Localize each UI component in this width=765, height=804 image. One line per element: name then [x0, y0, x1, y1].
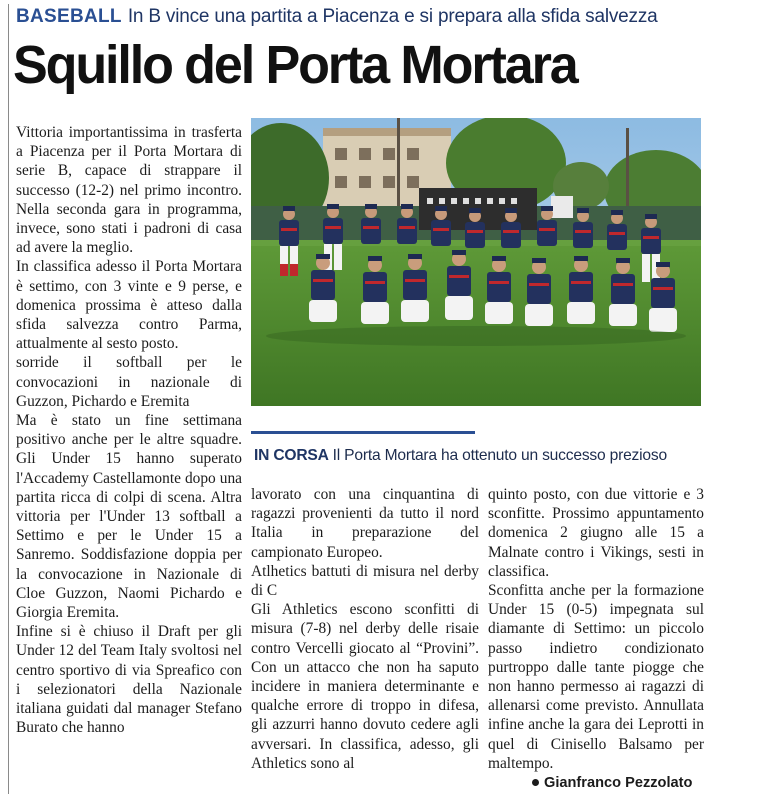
kicker-text: In B vince una partita a Piacenza e si prepara alla sfida salvezza — [127, 6, 658, 27]
body-column-1 — [16, 123, 242, 738]
caption-text: Il Porta Mortara ha ottenuto un successo prezioso — [332, 447, 667, 464]
team-photo — [251, 118, 701, 406]
paragraph: Infine si è chiuso il Draft per gli Under 12 del Team Italy svoltosi nel centro sportivo di via Spreafico con i selezionatori della Nazionale italiana guidati dal manager Stefano Burato che hanno — [16, 623, 242, 737]
paragraph: Sconfitta anche per la formazione Under 15 (0-5) impegnata sul diamante di Settimo: un piccolo passo indietro condizionato purtroppo dalle tante piogge che non hanno permesso ai ragazzi di allenarsi come previsto. Annullata infine anche la gara dei Leprotti in quel di Cinisello Balsamo per maltempo. — [488, 582, 704, 772]
section-tag: BASEBALL — [16, 6, 122, 27]
team-photo-illustration — [251, 118, 701, 406]
body-column-3 — [488, 485, 704, 773]
paragraph: sorride il softball per le convocazioni in nazionale di Guzzon, Pichardo e Eremita — [16, 354, 242, 410]
paragraph: Gli Athletics escono sconfitti di misura (7-8) nel derby delle risaie contro Vercelli giocato al “Provini”. Con un attacco che non ha saputo incidere in maniera determinante e qualche errore di troppo in difesa, gli azzurri hanno dovuto cedere agli avversari. In classifica, adesso, gli Athletics sono al — [251, 601, 479, 772]
paragraph: Ma è stato un fine settimana positivo anche per le altre squadre. Gli Under 15 hanno superato l'Accademy Castellamonte dopo una partita ricca di colpi di scena. Altra vittoria per l'Under 13 softball a Settimo e per le Under 15 a Sanremo. Soddisfazione doppia per la convocazione in Nazionale di Cloe Guzzon, Naomi Pichardo e Giorgia Eremita. — [16, 412, 242, 622]
paragraph: lavorato con una cinquantina di ragazzi provenienti da tutto il nord Italia in preparazione del campionato Europeo. — [251, 486, 479, 561]
subheading: Atlhetics battuti di misura nel derby di C — [251, 562, 479, 600]
kicker — [16, 5, 756, 29]
paragraph: Vittoria importantissima in trasferta a Piacenza per il Porta Mortara di serie B, capace di strappare il successo (12-2) nel primo incontro. Nella seconda gara in programma, invece, sono stati i padroni di casa ad avere la meglio. — [16, 124, 242, 257]
body-column-2 — [251, 485, 479, 773]
author-name: Gianfranco Pezzolato — [544, 775, 693, 791]
photo-caption — [254, 446, 714, 466]
caption-rule — [251, 431, 475, 434]
byline — [532, 774, 712, 793]
headline: Squillo del Porta Mortara — [13, 35, 577, 95]
bullet-icon — [532, 779, 539, 786]
caption-label: IN CORSA — [254, 447, 329, 464]
paragraph: In classifica adesso il Porta Mortara è settimo, con 3 vinte e 9 perse, e domenica prossima è atteso dalla sfida salvezza contro Parma, attualmente al sesto posto. — [16, 258, 242, 353]
column-rule — [8, 4, 9, 794]
paragraph: quinto posto, con due vittorie e 3 sconfitte. Prossimo appuntamento domenica 2 giugno alle 15 a Malnate contro i Vikings, sesti in classifica. — [488, 486, 704, 580]
